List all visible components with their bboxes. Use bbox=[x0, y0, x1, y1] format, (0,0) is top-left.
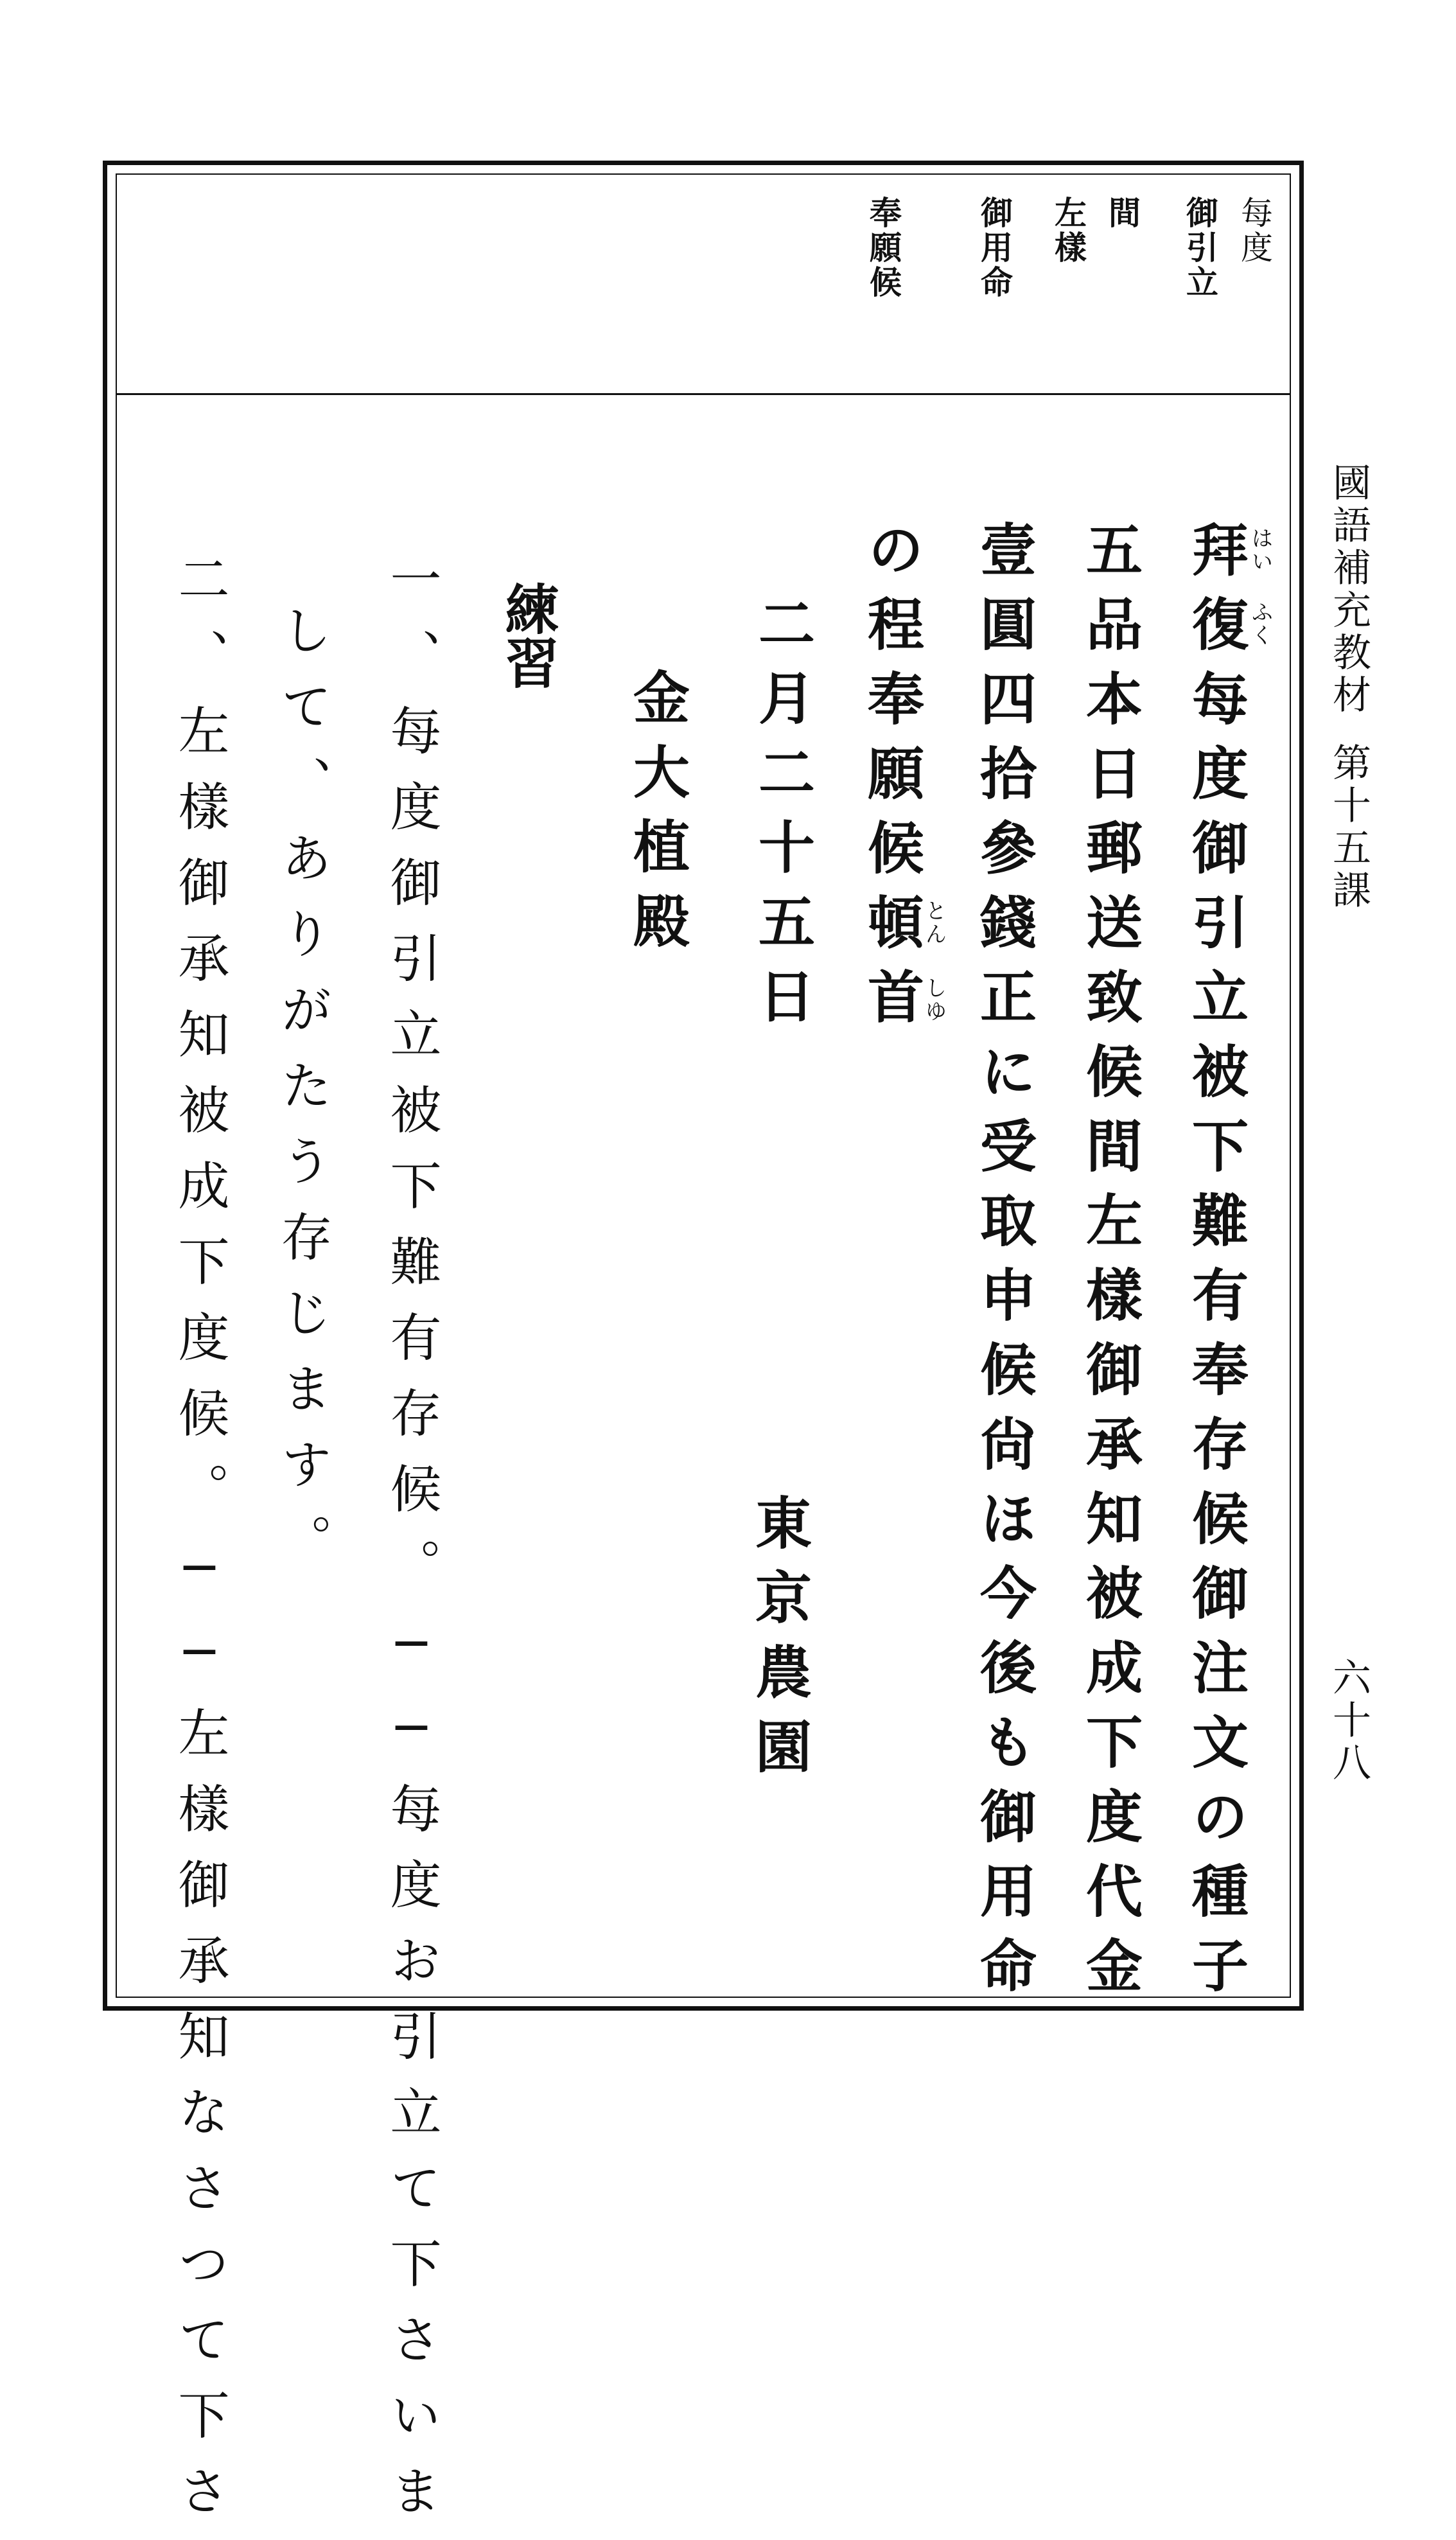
lesson-number: 第十五課 bbox=[1326, 743, 1371, 912]
glossary-term-4: 左樣 bbox=[1049, 196, 1087, 265]
running-header bbox=[1326, 463, 1371, 912]
ruby-shu: しゆ bbox=[921, 976, 947, 1023]
glossary-term-3: 間 bbox=[1103, 196, 1141, 231]
glossary-divider bbox=[116, 393, 1291, 395]
letter-recipient: 金大植殿 bbox=[624, 668, 691, 966]
letter-sender: 東京農園 bbox=[746, 1494, 813, 1792]
ruby-fuku: ふく bbox=[1247, 601, 1273, 647]
page-number: 六十八 bbox=[1326, 1657, 1371, 1785]
exercise-title: 練習 bbox=[496, 581, 560, 689]
exercise-item-1-line-1: 一、每度御引立被下難有存候。──每度お引立て下さいま bbox=[382, 552, 441, 2540]
letter-date: 二月二十五日 bbox=[750, 594, 816, 1041]
letter-line-2: 五品本日郵送致候間左樣御承知被成下度代金 bbox=[1077, 520, 1144, 2011]
exercise-item-1-line-2: して、ありがたう存じます。 bbox=[272, 604, 332, 1589]
glossary-term-6: 奉願候 bbox=[864, 196, 902, 300]
glossary-term-1: 每度 bbox=[1236, 196, 1273, 265]
letter-line-3: 壹圓四拾參錢正に受取申候尙ほ今後も御用命 bbox=[971, 520, 1038, 2011]
letter-line-1: 拜復每度御引立被下難有奉存候御注文の種子 bbox=[1183, 520, 1250, 2011]
glossary-term-5: 御用命 bbox=[976, 196, 1013, 300]
ruby-ton: とん bbox=[921, 899, 947, 946]
book-title: 國語補充教材 bbox=[1326, 463, 1371, 717]
letter-line-4: の程奉願候頓首 bbox=[859, 520, 925, 1042]
glossary-term-2: 御引立 bbox=[1181, 196, 1219, 300]
ruby-hai: はい bbox=[1247, 527, 1273, 573]
exercise-item-2-line-1: 二、左樣御承知被成下度候。──左樣御承知なさつて下さ bbox=[170, 552, 229, 2540]
